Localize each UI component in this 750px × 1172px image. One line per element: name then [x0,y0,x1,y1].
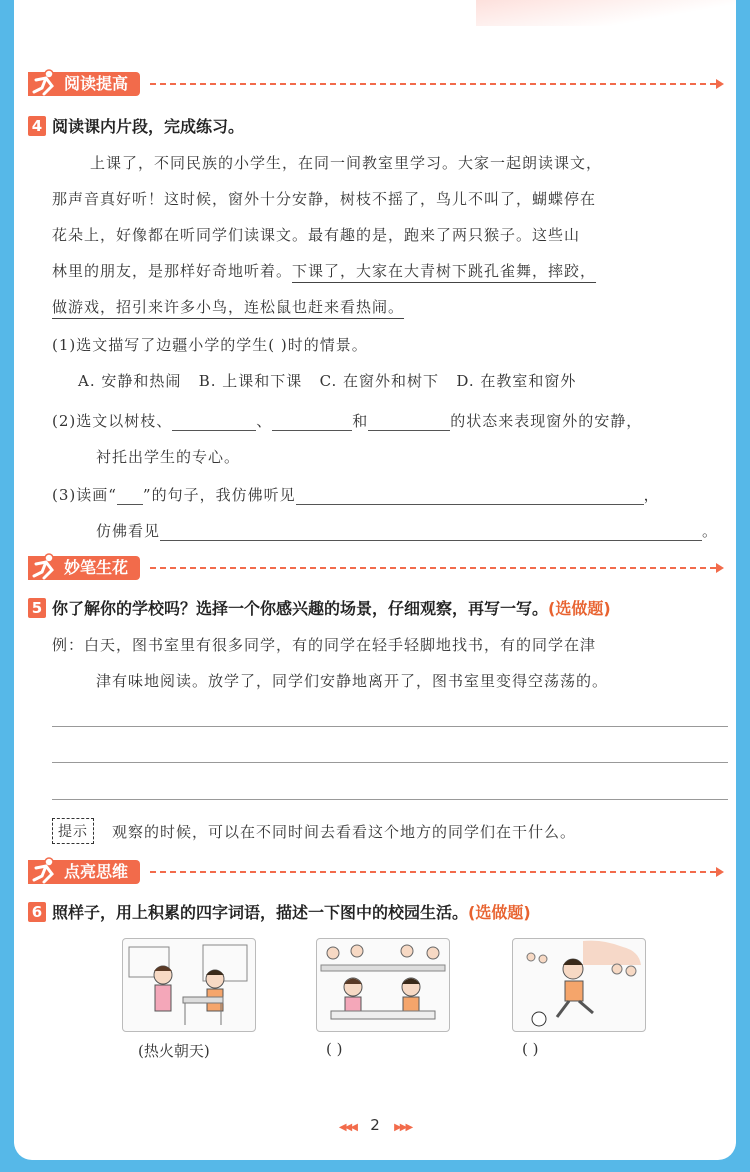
left-arrows-icon: ◀◀◀ [338,1122,356,1133]
section-title: 妙笔生花 [64,558,129,577]
section-title: 阅读提高 [64,74,129,93]
playground-illustration-icon [513,939,645,1031]
tip-text: 观察的时候，可以在不同时间去看看这个地方的同学们在干什么。 [112,822,577,841]
passage-line: 那声音真好听！这时候，窗外十分安静，树枝不摇了，鸟儿不叫了，蝴蝶停在 [52,190,597,208]
tip-row [52,818,576,844]
arrow-icon [716,867,724,877]
illustration-classroom-study [316,938,450,1032]
text: 、 [256,412,273,430]
section-title: 点亮思维 [64,862,129,881]
sub-question-2-cont: 衬托出学生的专心。 [96,448,241,466]
section-divider [150,83,716,85]
arrow-icon [716,563,724,573]
arrow-icon [716,79,724,89]
section-divider [150,567,716,569]
text: (3)读画“ [52,486,117,504]
writing-line[interactable] [52,762,728,763]
text: ”的句子，我仿佛听见 [142,486,296,504]
illustration-playground [512,938,646,1032]
worksheet-page [14,0,736,1160]
section-badge [28,860,140,884]
section-badge [28,72,140,96]
text: ， [643,486,660,504]
caption-1: (热火朝天) [138,1042,210,1060]
caption-3[interactable]: ( ) [522,1040,539,1058]
writing-line[interactable] [52,726,728,727]
answer-blank[interactable] [296,488,644,505]
text: 和 [352,412,369,430]
page-footer [14,1116,736,1134]
example-line: 津有味地阅读。放学了，同学们安静地离开了，图书室里变得空荡荡的。 [96,672,609,690]
text: (2)选文以树枝、 [52,412,173,430]
optional-tag: (选做题) [468,903,531,922]
question-text: 阅读课内片段，完成练习。 [52,117,245,136]
section-header-thinking [28,860,728,884]
question-number: 5 [28,598,46,618]
answer-blank[interactable] [117,488,143,505]
answer-blank[interactable] [368,414,450,431]
optional-tag: (选做题) [548,599,611,618]
tip-label: 提示 [52,818,94,844]
answer-blank[interactable] [272,414,352,431]
cleaning-illustration-icon [123,939,255,1031]
underlined-sentence: 做游戏，招引来许多小鸟，连松鼠也赶来看热闹。 [52,298,405,316]
passage-line [52,260,596,281]
answer-blank[interactable] [160,524,702,541]
page-number: 2 [370,1116,380,1134]
study-illustration-icon [317,939,449,1031]
sub-question-3 [52,484,660,505]
passage-line: 上课了，不同民族的小学生，在同一间教室里学习。大家一起朗读课文， [90,154,603,172]
sub-question-1: (1)选文描写了边疆小学的学生( )时的情景。 [52,336,368,354]
text: 的状态来表现窗外的安静， [450,412,643,430]
right-arrows-icon: ▶▶▶ [394,1122,412,1133]
runner-icon [30,68,60,98]
caption-2[interactable]: ( ) [326,1040,343,1058]
section-badge [28,556,140,580]
question-text: 你了解你的学校吗？选择一个你感兴趣的场景，仔细观察，再写一写。 [52,599,549,618]
section-divider [150,871,716,873]
runner-icon [30,552,60,582]
runner-icon [30,856,60,886]
question-5-title [28,596,611,619]
question-4-title [28,114,244,137]
question-number: 6 [28,902,46,922]
sub-question-2 [52,410,642,431]
writing-line[interactable] [52,799,728,800]
underlined-sentence: 下课了，大家在大青树下跳孔雀舞，摔跤， [292,262,597,280]
option-b[interactable]: B. 上课和下课 [198,372,303,390]
options-row [78,370,576,391]
question-number: 4 [28,116,46,136]
question-text: 照样子，用上积累的四字词语，描述一下图中的校园生活。 [52,903,469,922]
passage-line: 花朵上，好像都在听同学们读课文。最有趣的是，跑来了两只猴子。这些山 [52,226,581,244]
answer-blank[interactable] [172,414,256,431]
option-d[interactable]: D. 在教室和窗外 [456,372,577,390]
question-6-title [28,900,531,923]
section-header-writing [28,556,728,580]
illustration-classroom-cleaning [122,938,256,1032]
passage-text: 林里的朋友，是那样好奇地听着。 [52,262,293,280]
section-header-reading [28,72,728,96]
text: 。 [702,522,719,540]
example-line: 例：白天，图书室里有很多同学，有的同学在轻手轻脚地找书，有的同学在津 [52,636,597,654]
corner-decoration [476,0,736,26]
option-a[interactable]: A. 安静和热闹 [78,372,182,390]
text: 仿佛看见 [96,522,161,540]
option-c[interactable]: C. 在窗外和树下 [319,372,440,390]
sub-question-3-cont [96,520,718,541]
